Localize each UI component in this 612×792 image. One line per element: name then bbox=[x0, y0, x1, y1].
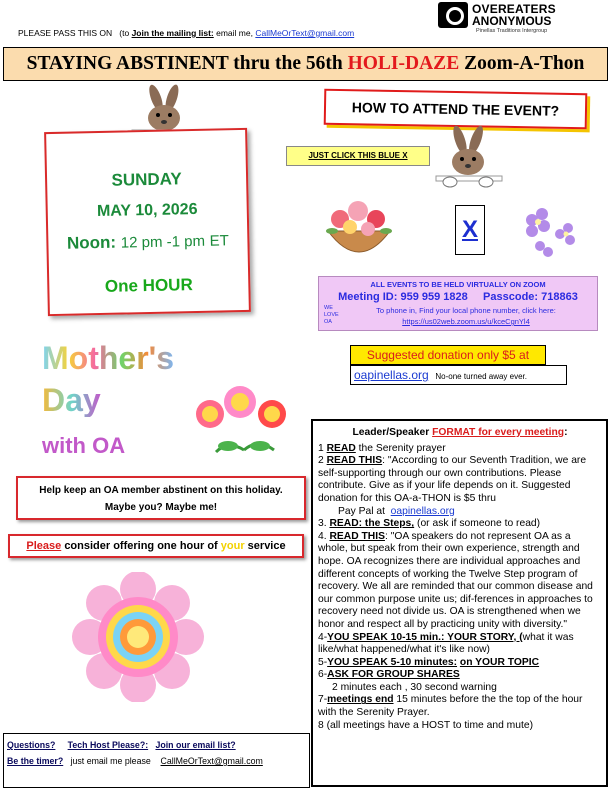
event-day: SUNDAY bbox=[111, 169, 182, 190]
step5-num: 4- bbox=[318, 631, 328, 643]
step6-label2: on YOUR TOPIC bbox=[459, 656, 540, 668]
event-date: MAY 10, 2026 bbox=[96, 200, 198, 221]
step8-rest: 15 minutes before the the top of the hour with the Serenity Prayer. bbox=[318, 694, 583, 719]
mothers-word bbox=[42, 340, 212, 381]
service-word: service bbox=[247, 540, 286, 552]
step2-num: 2 bbox=[318, 455, 324, 467]
step5-label: YOU SPEAK 10-15 min.: YOUR STORY, ( bbox=[327, 631, 523, 643]
help-line2: Maybe you? Maybe me! bbox=[104, 502, 218, 513]
format-step-5 bbox=[318, 632, 602, 657]
day-word bbox=[42, 381, 212, 424]
step4-label: READ THIS bbox=[329, 530, 385, 542]
click-x-label: JUST CLICK THIS BLUE X bbox=[286, 146, 430, 166]
zoom-join-x-link[interactable]: X bbox=[455, 205, 485, 255]
paren-open: (to bbox=[119, 28, 130, 38]
logo-line1: OVEREATERS bbox=[472, 2, 556, 16]
format-step-7 bbox=[318, 669, 602, 682]
join-email-label: Join our email list? bbox=[155, 740, 236, 750]
format-step-7-sub: 2 minutes each , 30 second warning bbox=[332, 681, 497, 693]
format-paypal bbox=[318, 506, 602, 519]
banner-part1: STAYING ABSTINENT thru the 56th bbox=[26, 53, 343, 74]
paypal-link[interactable]: oapinellas.org bbox=[390, 505, 455, 517]
format-head-red: FORMAT for every meeting bbox=[432, 427, 565, 438]
step2-rest: : "According to our Seventh Tradition, we are self-supporting through our own contributions. Please contribute. Give as if your life depends on it. Suggested donation for this OA-a-THON is $5 thru bbox=[318, 455, 587, 504]
format-heading bbox=[318, 427, 602, 440]
phone-in-link[interactable]: https://us02web.zoom.us/u/kceCgnYl4 bbox=[402, 317, 530, 326]
step1-label: READ bbox=[326, 442, 356, 454]
date-box bbox=[44, 128, 251, 316]
donation-box bbox=[350, 345, 567, 387]
meeting-format-box bbox=[311, 419, 608, 787]
mothers-word-art bbox=[42, 340, 212, 374]
all-events-virtual: ALL EVENTS TO BE HELD VIRTUALLY ON ZOOM bbox=[370, 280, 546, 289]
day-text: Day bbox=[42, 382, 101, 417]
pass-on-line bbox=[18, 28, 354, 38]
paypal-text: Pay Pal at bbox=[338, 505, 385, 517]
meeting-credentials bbox=[319, 291, 597, 303]
step6-num: 5- bbox=[318, 656, 328, 668]
step2-label: READ THIS bbox=[326, 455, 383, 467]
bunny-peeking-icon-2 bbox=[428, 124, 508, 196]
how-to-attend-heading: HOW TO ATTEND THE EVENT? bbox=[324, 89, 588, 130]
zoom-info-box bbox=[318, 276, 598, 331]
purple-flowers-icon bbox=[512, 200, 582, 262]
format-step-1 bbox=[318, 443, 602, 456]
format-head-colon: : bbox=[564, 427, 568, 438]
logo-line2: ANONYMOUS bbox=[472, 14, 552, 28]
meeting-id: Meeting ID: 959 959 1828 bbox=[338, 291, 468, 303]
step4-num: 4. bbox=[318, 530, 327, 542]
donation-site-row bbox=[350, 365, 567, 385]
time-label: Noon: bbox=[66, 232, 117, 253]
oa-logo bbox=[436, 2, 604, 36]
no-one-turned-away: No-one turned away ever. bbox=[435, 372, 527, 381]
smiling-flowers-icon bbox=[188, 380, 300, 458]
step3-rest: (or ask if someone to read) bbox=[417, 518, 541, 530]
mothers-day-title bbox=[42, 340, 212, 424]
event-duration: One HOUR bbox=[104, 275, 193, 296]
mothers-text: Mother's bbox=[42, 340, 175, 374]
contact-box bbox=[3, 733, 310, 788]
step4-rest: : "OA speakers do not represent OA as a whole, but speak from their own experience, strength and hope. OA recognizes there are individual approaches and different concepts of working the Twelve Step program of recovery. We all are reminded that our common disease and our common purpose unite us; dif-ferences in approaches to recovery need not divide us. OA is strengthened when we honor and respect all by practicing unity with diversity." bbox=[318, 530, 593, 630]
step3-num: 3. bbox=[318, 518, 327, 530]
phone-in-text: To phone in, Find your local phone number, click here: bbox=[376, 306, 556, 315]
help-keep-abstinent-box bbox=[16, 476, 306, 520]
questions-label: Questions? bbox=[7, 740, 56, 750]
contact-row-1 bbox=[7, 740, 236, 750]
logo-line3: Pinellas Traditions Intergroup bbox=[476, 28, 548, 34]
step1-num: 1 bbox=[318, 442, 324, 454]
step8-num: 7- bbox=[318, 694, 328, 706]
format-step-6 bbox=[318, 657, 602, 670]
your-word: your bbox=[220, 540, 245, 552]
format-step-2 bbox=[318, 455, 602, 505]
format-step-8 bbox=[318, 694, 602, 719]
day-word-art bbox=[42, 381, 162, 417]
step3-label: READ: the Steps, bbox=[329, 518, 415, 530]
meeting-passcode: Passcode: 718863 bbox=[483, 291, 578, 303]
step7-num: 6- bbox=[318, 669, 328, 681]
contact-row-2 bbox=[7, 756, 263, 766]
tech-host-label: Tech Host Please?: bbox=[67, 740, 149, 750]
donation-site-link[interactable]: oapinellas.org bbox=[354, 368, 429, 382]
please-word: Please bbox=[26, 540, 62, 552]
banner-part3: Zoom-A-Thon bbox=[464, 53, 585, 74]
pass-on-text: PLEASE PASS THIS ON bbox=[18, 28, 113, 38]
we-love-oa: WE LOVE OA bbox=[324, 305, 339, 325]
be-timer-label: Be the timer? bbox=[7, 756, 64, 766]
offer-service-box bbox=[8, 534, 304, 558]
bottom-email-link[interactable]: CallMeOrText@gmail.com bbox=[160, 756, 263, 766]
flower-basket-icon bbox=[314, 183, 404, 267]
email-me-text: email me, bbox=[216, 28, 253, 38]
rainbow-flower-icon bbox=[66, 572, 210, 702]
format-step-4 bbox=[318, 531, 602, 632]
time-zone: ET bbox=[209, 232, 230, 250]
format-step-3 bbox=[318, 518, 602, 531]
join-list-label: Join the mailing list: bbox=[131, 28, 214, 38]
help-line1: Help keep an OA member abstinent on this holiday. bbox=[39, 485, 283, 496]
time-range: 12 pm -1 pm bbox=[120, 232, 206, 252]
step6-label: YOU SPEAK 5-10 minutes: bbox=[327, 656, 458, 668]
format-head-pre: Leader/Speaker bbox=[352, 427, 430, 438]
title-banner bbox=[3, 47, 608, 81]
oa-logo-mark-icon bbox=[438, 2, 468, 28]
event-time bbox=[48, 230, 247, 254]
offer-middle: consider offering one hour of bbox=[64, 540, 218, 552]
just-email-text: just email me please bbox=[70, 756, 151, 766]
step5-rest: what it was like/what happened/what it's like now) bbox=[318, 631, 574, 656]
with-oa-text: with OA bbox=[42, 433, 126, 458]
banner-holidaze: HOLI-DAZE bbox=[347, 53, 460, 74]
step7-label: ASK FOR GROUP SHARES bbox=[327, 669, 460, 681]
suggested-donation: Suggested donation only $5 at bbox=[350, 345, 546, 365]
step8-label: meetings end bbox=[327, 694, 394, 706]
header-email-link[interactable]: CallMeOrText@gmail.com bbox=[255, 28, 355, 38]
format-step-9: 8 (all meetings have a HOST to time and mute) bbox=[318, 719, 533, 731]
step1-rest: the Serenity prayer bbox=[358, 442, 446, 454]
